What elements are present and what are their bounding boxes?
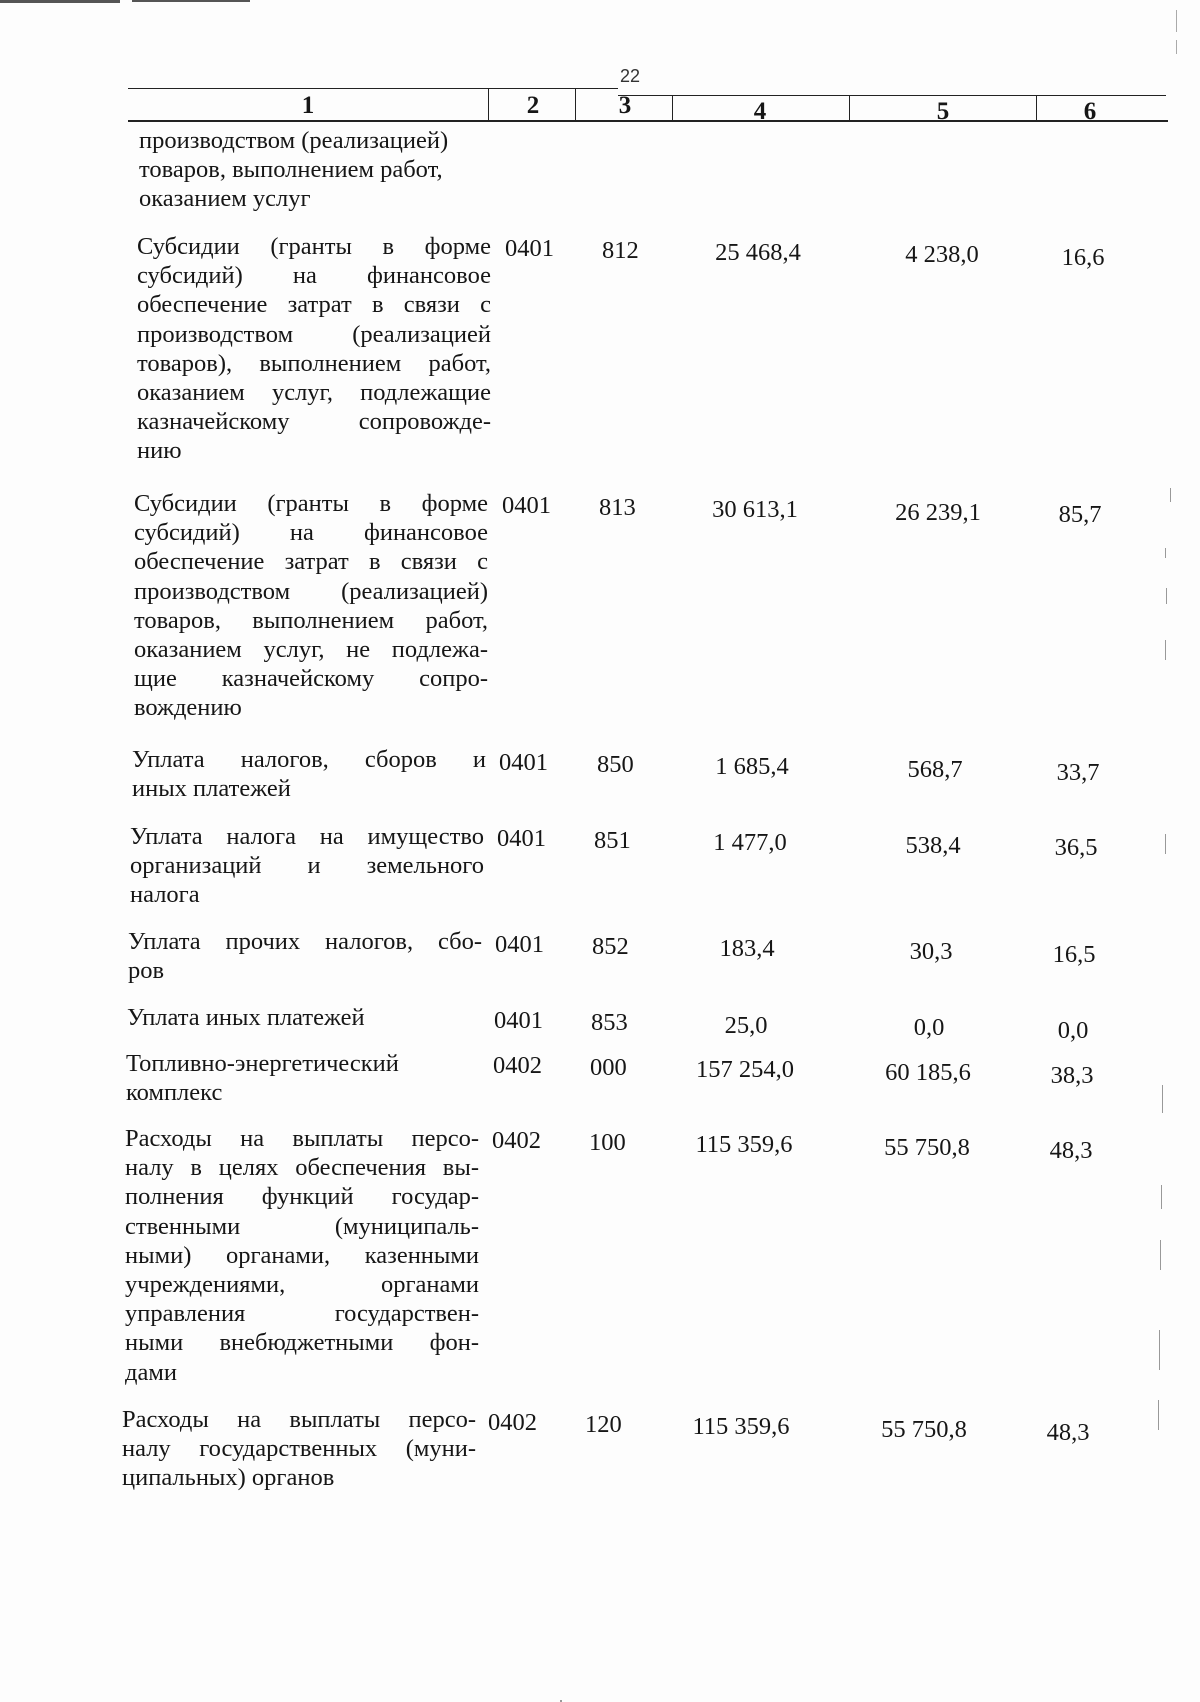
cell-executed: 0,0 [913, 1014, 945, 1041]
row-description-line: Топливно-энергетический [126, 1050, 399, 1077]
column-header-5: 5 [936, 98, 950, 125]
cell-section-code: 0401 [495, 931, 544, 958]
row-description-line: учреждениями, органами [125, 1271, 479, 1299]
cell-executed: 538,4 [905, 832, 961, 859]
cell-executed: 60 185,6 [885, 1059, 971, 1086]
row-description-line: казначейскому сопровожде- [137, 408, 491, 436]
row-description-line: субсидий) на финансовое [137, 262, 491, 290]
cell-section-code: 0402 [488, 1409, 537, 1436]
cell-executed: 568,7 [907, 756, 963, 783]
cell-percent: 36,5 [1054, 834, 1098, 861]
cell-planned: 115 359,6 [692, 1413, 790, 1440]
row-description-line: ципальных) органов [122, 1464, 335, 1492]
page-number: 22 [619, 66, 641, 86]
table-top-rule [618, 95, 1166, 96]
row-description-line: ров [128, 957, 165, 985]
cell-section-code: 0401 [502, 492, 551, 519]
table-row [137, 232, 491, 466]
row-description-line: Уплата налогов, сборов и [132, 746, 486, 773]
cell-section-code: 0402 [493, 1052, 542, 1079]
row-description-line: ными внебюджетными фон- [125, 1329, 479, 1357]
scan-edge-mark [1176, 10, 1177, 32]
cell-expense-type: 851 [594, 827, 631, 854]
table-row [127, 1003, 481, 1032]
cell-planned: 25,0 [724, 1012, 768, 1039]
header-separator [575, 88, 576, 121]
cell-planned: 30 613,1 [712, 496, 798, 523]
row-description-line: вождению [134, 694, 242, 722]
row-description-line: ственными (муниципаль- [125, 1212, 479, 1240]
row-description-line: Расходы на выплаты персо- [122, 1406, 476, 1433]
table-row [139, 126, 493, 214]
cell-percent: 16,5 [1052, 941, 1096, 968]
row-description-line: комплекс [126, 1079, 223, 1107]
cell-expense-type: 850 [597, 751, 634, 778]
row-description-line: организаций и земельного [130, 852, 484, 880]
cell-section-code: 0401 [494, 1007, 543, 1034]
row-description-line: управления государствен- [125, 1300, 479, 1328]
row-description-line: субсидий) на финансовое [134, 519, 488, 547]
cell-expense-type: 000 [590, 1054, 627, 1081]
row-description-line: налу государственных (муни- [122, 1435, 476, 1463]
cell-expense-type: 852 [592, 933, 629, 960]
column-header-4: 4 [753, 98, 767, 125]
header-separator [672, 95, 673, 121]
row-description-line: товаров, выполнением работ, [134, 606, 488, 634]
table-header-bottom-rule [128, 120, 1168, 122]
scan-edge-mark [1176, 40, 1177, 54]
cell-planned: 1 685,4 [715, 753, 789, 780]
table-row [132, 745, 486, 803]
cell-percent: 48,3 [1046, 1419, 1090, 1446]
row-description-line: Субсидии (гранты в форме [134, 490, 488, 517]
row-description-line: Субсидии (гранты в форме [137, 233, 491, 260]
row-description-line: налу в целях обеспечения вы- [125, 1154, 479, 1182]
scan-speck [1165, 548, 1166, 558]
table-row [134, 489, 488, 723]
row-description-line: полнения функций государ- [125, 1183, 479, 1211]
row-description-line: оказанием услуг, подлежащие [137, 379, 491, 407]
row-description-line: дами [125, 1358, 177, 1386]
scan-speck [1170, 488, 1171, 502]
row-description-line: производством (реализацией) [134, 577, 488, 605]
scan-speck [1165, 640, 1166, 660]
cell-percent: 0,0 [1057, 1017, 1089, 1044]
cell-section-code: 0401 [497, 825, 546, 852]
cell-percent: 33,7 [1056, 759, 1100, 786]
row-description-line: щие казначейскому сопро- [134, 665, 488, 693]
row-description-line: обеспечение затрат в связи с [134, 548, 488, 576]
column-header-1: 1 [301, 92, 315, 119]
cell-percent: 85,7 [1058, 501, 1102, 528]
cell-planned: 25 468,4 [715, 239, 801, 266]
header-separator [1036, 95, 1037, 121]
cell-percent: 38,3 [1050, 1062, 1094, 1089]
cell-planned: 183,4 [719, 935, 775, 962]
scan-speck [1161, 1185, 1162, 1209]
row-description-line: Уплата прочих налогов, сбо- [128, 928, 482, 955]
cell-percent: 48,3 [1049, 1137, 1093, 1164]
row-description-line: Расходы на выплаты персо- [125, 1125, 479, 1152]
column-header-3: 3 [618, 92, 632, 119]
row-description-line: иных платежей [132, 775, 291, 803]
cell-section-code: 0402 [492, 1127, 541, 1154]
cell-planned: 1 477,0 [713, 829, 787, 856]
cell-section-code: 0401 [505, 235, 554, 262]
table-row [128, 927, 482, 985]
scan-speck [1165, 834, 1166, 854]
cell-executed: 4 238,0 [905, 241, 979, 268]
scan-edge-mark [132, 0, 250, 2]
cell-executed: 26 239,1 [895, 499, 981, 526]
cell-expense-type: 120 [585, 1411, 622, 1438]
scan-speck [1158, 1400, 1159, 1430]
column-header-6: 6 [1083, 98, 1097, 125]
row-description-line: налога [130, 881, 200, 909]
row-description-line: производством (реализацией) [139, 127, 449, 154]
cell-expense-type: 853 [591, 1009, 628, 1036]
table-row [122, 1405, 476, 1493]
row-description-line: ными) органами, казенными [125, 1241, 479, 1269]
cell-planned: 157 254,0 [696, 1056, 794, 1083]
row-description-line: товаров), выполнением работ, [137, 349, 491, 377]
cell-executed: 55 750,8 [884, 1134, 970, 1161]
header-separator [849, 95, 850, 121]
header-separator [488, 88, 489, 121]
row-description-line: производством (реализацией [137, 320, 491, 348]
cell-expense-type: 813 [599, 494, 636, 521]
table-row [125, 1124, 479, 1387]
scan-speck [1162, 1085, 1163, 1113]
cell-expense-type: 812 [602, 237, 639, 264]
scan-speck [1159, 1330, 1160, 1370]
row-description-line: обеспечение затрат в связи с [137, 291, 491, 319]
column-header-2: 2 [526, 92, 540, 119]
table-top-rule [128, 88, 618, 89]
row-description-line: нию [137, 437, 182, 465]
row-description-line: оказанием услуг, не подлежа- [134, 636, 488, 664]
scan-speck [1166, 588, 1167, 604]
scan-speck [1160, 1240, 1161, 1270]
cell-percent: 16,6 [1061, 244, 1105, 271]
row-description-line: Уплата налога на имущество [130, 823, 484, 850]
cell-executed: 30,3 [909, 938, 953, 965]
cell-executed: 55 750,8 [881, 1416, 967, 1443]
cell-planned: 115 359,6 [695, 1131, 793, 1158]
row-description-line: товаров, выполнением работ, [139, 156, 443, 184]
scan-edge-mark [0, 0, 120, 3]
table-row [130, 822, 484, 910]
row-description-line: Уплата иных платежей [127, 1004, 365, 1031]
cell-section-code: 0401 [499, 749, 548, 776]
row-description-line: оказанием услуг [139, 185, 311, 213]
table-row [126, 1049, 480, 1107]
cell-expense-type: 100 [589, 1129, 626, 1156]
